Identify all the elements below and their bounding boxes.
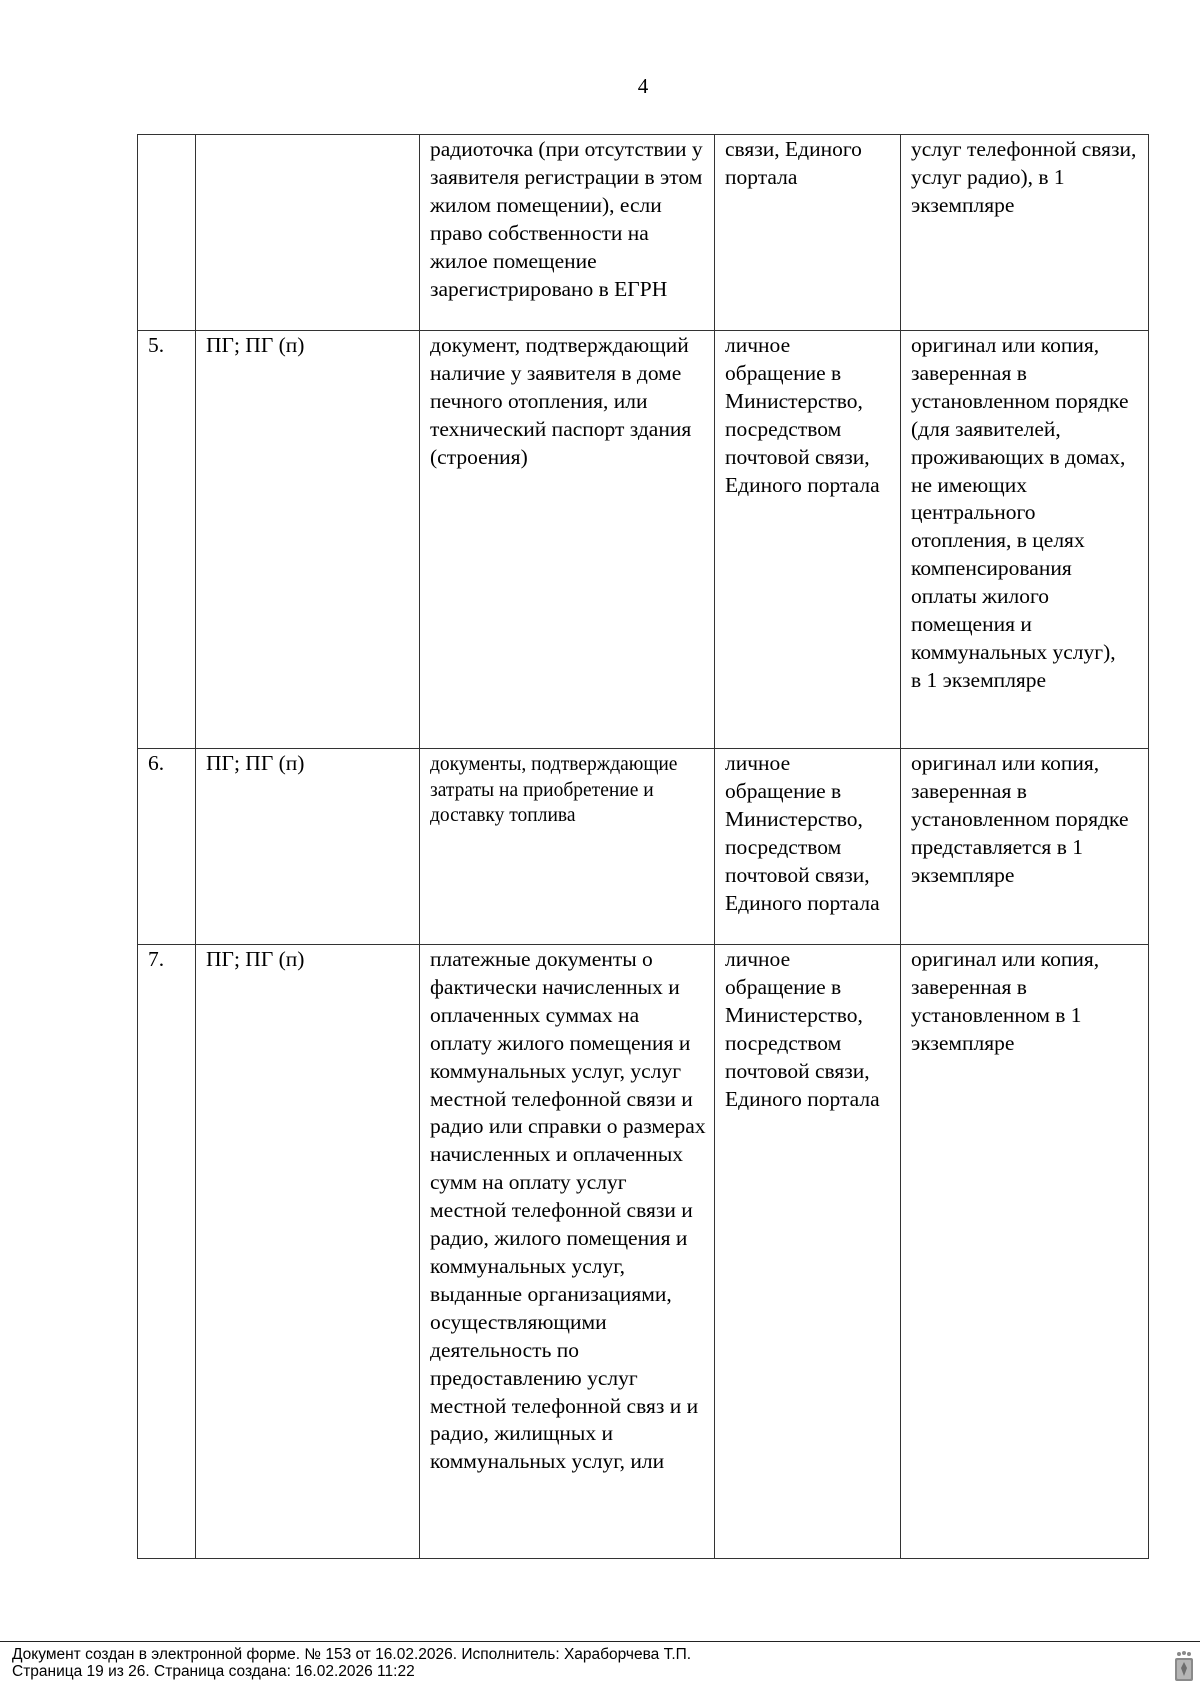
footer-line-1: Документ создан в электронной форме. № 153 от 16.02.2026. Исполнитель: Хараборчева Т.П. bbox=[12, 1646, 692, 1663]
submission-method-cell: связи, Единого портала bbox=[715, 135, 901, 331]
code-cell: ПГ; ПГ (п) bbox=[196, 331, 420, 749]
document-cell: документы, подтверждающие затраты на приобретение и доставку топлива bbox=[420, 749, 715, 945]
table-row bbox=[138, 135, 1149, 331]
row-number-cell: 5. bbox=[138, 331, 196, 749]
code-cell bbox=[196, 135, 420, 331]
submission-method-cell: личное обращение в Министерство, посредством почтовой связи, Единого портала bbox=[715, 945, 901, 1559]
table-row bbox=[138, 749, 1149, 945]
code-cell: ПГ; ПГ (п) bbox=[196, 749, 420, 945]
document-table bbox=[137, 134, 1149, 1559]
document-footer bbox=[12, 1646, 691, 1680]
form-cell: оригинал или копия, заверенная в установленном порядке (для заявителей, проживающих в домах, не имеющих центрального отопления, в целях компенсирования оплаты жилого помещения и коммунальных услуг), в 1 экземпляре bbox=[901, 331, 1149, 749]
code-cell: ПГ; ПГ (п) bbox=[196, 945, 420, 1559]
row-number-cell: 6. bbox=[138, 749, 196, 945]
form-cell: услуг телефонной связи, услуг радио), в 1 экземпляре bbox=[901, 135, 1149, 331]
table-row bbox=[138, 945, 1149, 1559]
footer-line-2: Страница 19 из 26. Страница создана: 16.02.2026 11:22 bbox=[12, 1663, 415, 1680]
table-row bbox=[138, 331, 1149, 749]
form-cell: оригинал или копия, заверенная в установленном в 1 экземпляре bbox=[901, 945, 1149, 1559]
submission-method-cell: личное обращение в Министерство, посредством почтовой связи, Единого портала bbox=[715, 331, 901, 749]
coat-of-arms-icon bbox=[1174, 1650, 1194, 1682]
form-cell: оригинал или копия, заверенная в установленном порядке представляется в 1 экземпляре bbox=[901, 749, 1149, 945]
footer-divider bbox=[0, 1641, 1200, 1642]
row-number-cell: 7. bbox=[138, 945, 196, 1559]
document-cell: радиоточка (при отсутствии у заявителя регистрации в этом жилом помещении), если право собственности на жилое помещение зарегистрировано в ЕГРН bbox=[420, 135, 715, 331]
document-cell: документ, подтверждающий наличие у заявителя в доме печного отопления, или технический паспорт здания (строения) bbox=[420, 331, 715, 749]
document-cell: платежные документы о фактически начисленных и оплаченных суммах на оплату жилого помещения и коммунальных услуг, услуг местной телефонной связи и радио или справки о размерах начисленных и оплаченных сумм на оплату услуг местной телефонной связи и радио, жилого помещения и коммунальных услуг, выданные организациями, осуществляющими деятельность по предоставлению услуг местной телефонной связ и и радио, жилищных и коммунальных услуг, или bbox=[420, 945, 715, 1559]
row-number-cell bbox=[138, 135, 196, 331]
submission-method-cell: личное обращение в Министерство, посредством почтовой связи, Единого портала bbox=[715, 749, 901, 945]
page-number: 4 bbox=[637, 74, 649, 98]
